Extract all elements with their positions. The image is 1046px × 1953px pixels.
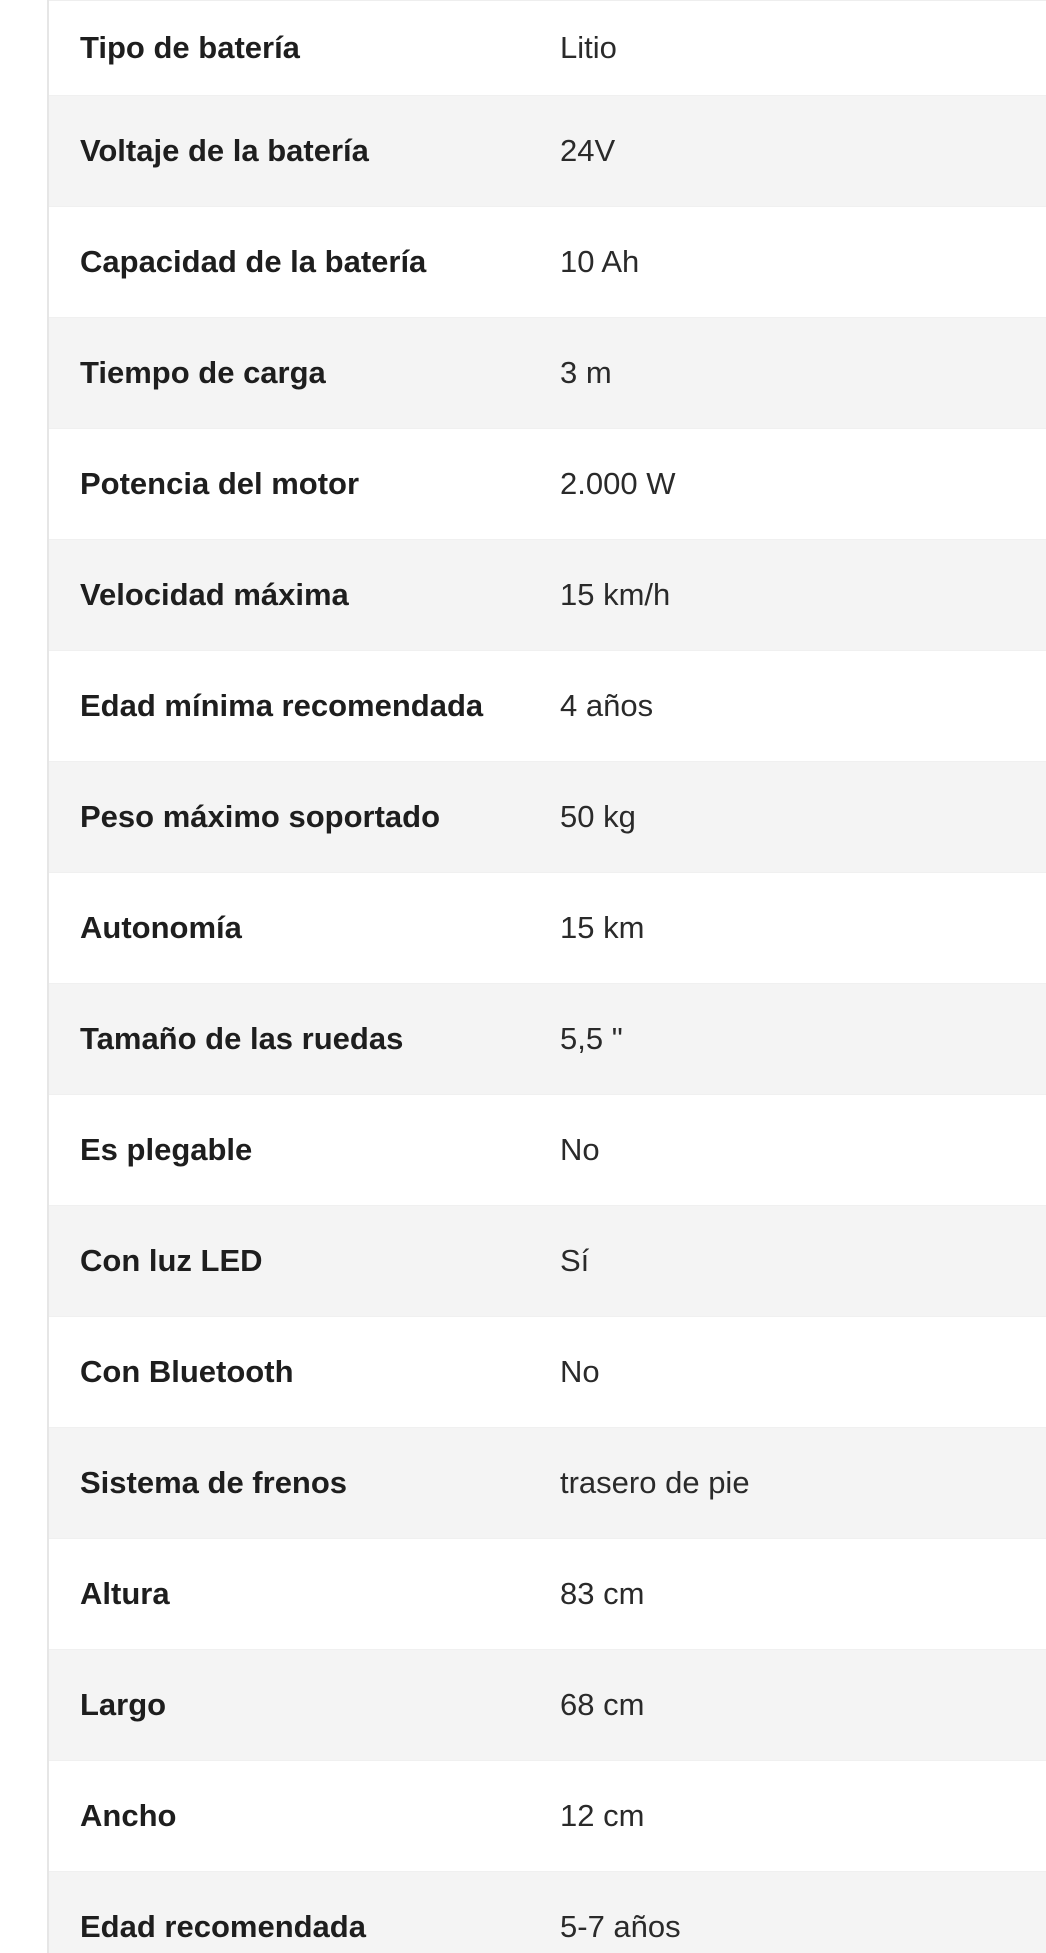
spec-value: No [560,1354,600,1389]
spec-label: Edad recomendada [80,1909,366,1944]
spec-value: 10 Ah [560,244,640,279]
spec-row-width [49,1761,1046,1872]
spec-value: 12 cm [560,1798,645,1833]
spec-row-recommended-age [49,1872,1046,1953]
spec-row-battery-voltage [49,96,1046,207]
spec-value: Sí [560,1243,590,1278]
spec-value: 50 kg [560,799,636,834]
spec-value: 83 cm [560,1576,645,1611]
spec-label: Con luz LED [80,1243,263,1278]
spec-row-range [49,873,1046,984]
spec-row-bluetooth [49,1317,1046,1428]
spec-value: No [560,1132,600,1167]
spec-value: Litio [560,30,617,65]
spec-label: Peso máximo soportado [80,799,441,834]
spec-value: 15 km/h [560,577,671,612]
spec-value: 4 años [560,688,654,723]
spec-row-battery-capacity [49,207,1046,318]
spec-label: Velocidad máxima [80,577,349,612]
specifications-card [47,0,1046,1953]
spec-value: 2.000 W [560,466,676,501]
spec-row-foldable [49,1095,1046,1206]
spec-value: 68 cm [560,1687,645,1722]
spec-label: Ancho [80,1798,177,1833]
spec-value: 5,5 " [560,1021,623,1056]
spec-row-min-age [49,651,1046,762]
spec-row-brake-system [49,1428,1046,1539]
spec-label: Es plegable [80,1132,253,1167]
spec-label: Tipo de batería [80,30,300,65]
spec-value: 3 m [560,355,612,390]
spec-label: Edad mínima recomendada [80,688,484,723]
spec-row-max-speed [49,540,1046,651]
spec-row-height [49,1539,1046,1650]
spec-row-length [49,1650,1046,1761]
spec-label: Tiempo de carga [80,355,326,390]
spec-label: Sistema de frenos [80,1465,348,1500]
specifications-table [49,0,1046,1953]
spec-value: 24V [560,133,616,168]
spec-label: Tamaño de las ruedas [80,1021,404,1056]
spec-label: Autonomía [80,910,242,945]
spec-value: 15 km [560,910,645,945]
spec-row-led-light [49,1206,1046,1317]
spec-row-wheel-size [49,984,1046,1095]
spec-value: 5-7 años [560,1909,681,1944]
spec-row-charge-time [49,318,1046,429]
spec-label: Altura [80,1576,170,1611]
spec-row-motor-power [49,429,1046,540]
spec-label: Capacidad de la batería [80,244,427,279]
spec-label: Con Bluetooth [80,1354,294,1389]
spec-label: Largo [80,1687,167,1722]
spec-row-battery-type [49,0,1046,96]
spec-row-max-weight [49,762,1046,873]
spec-value: trasero de pie [560,1465,750,1500]
spec-label: Voltaje de la batería [80,133,369,168]
spec-label: Potencia del motor [80,466,360,501]
